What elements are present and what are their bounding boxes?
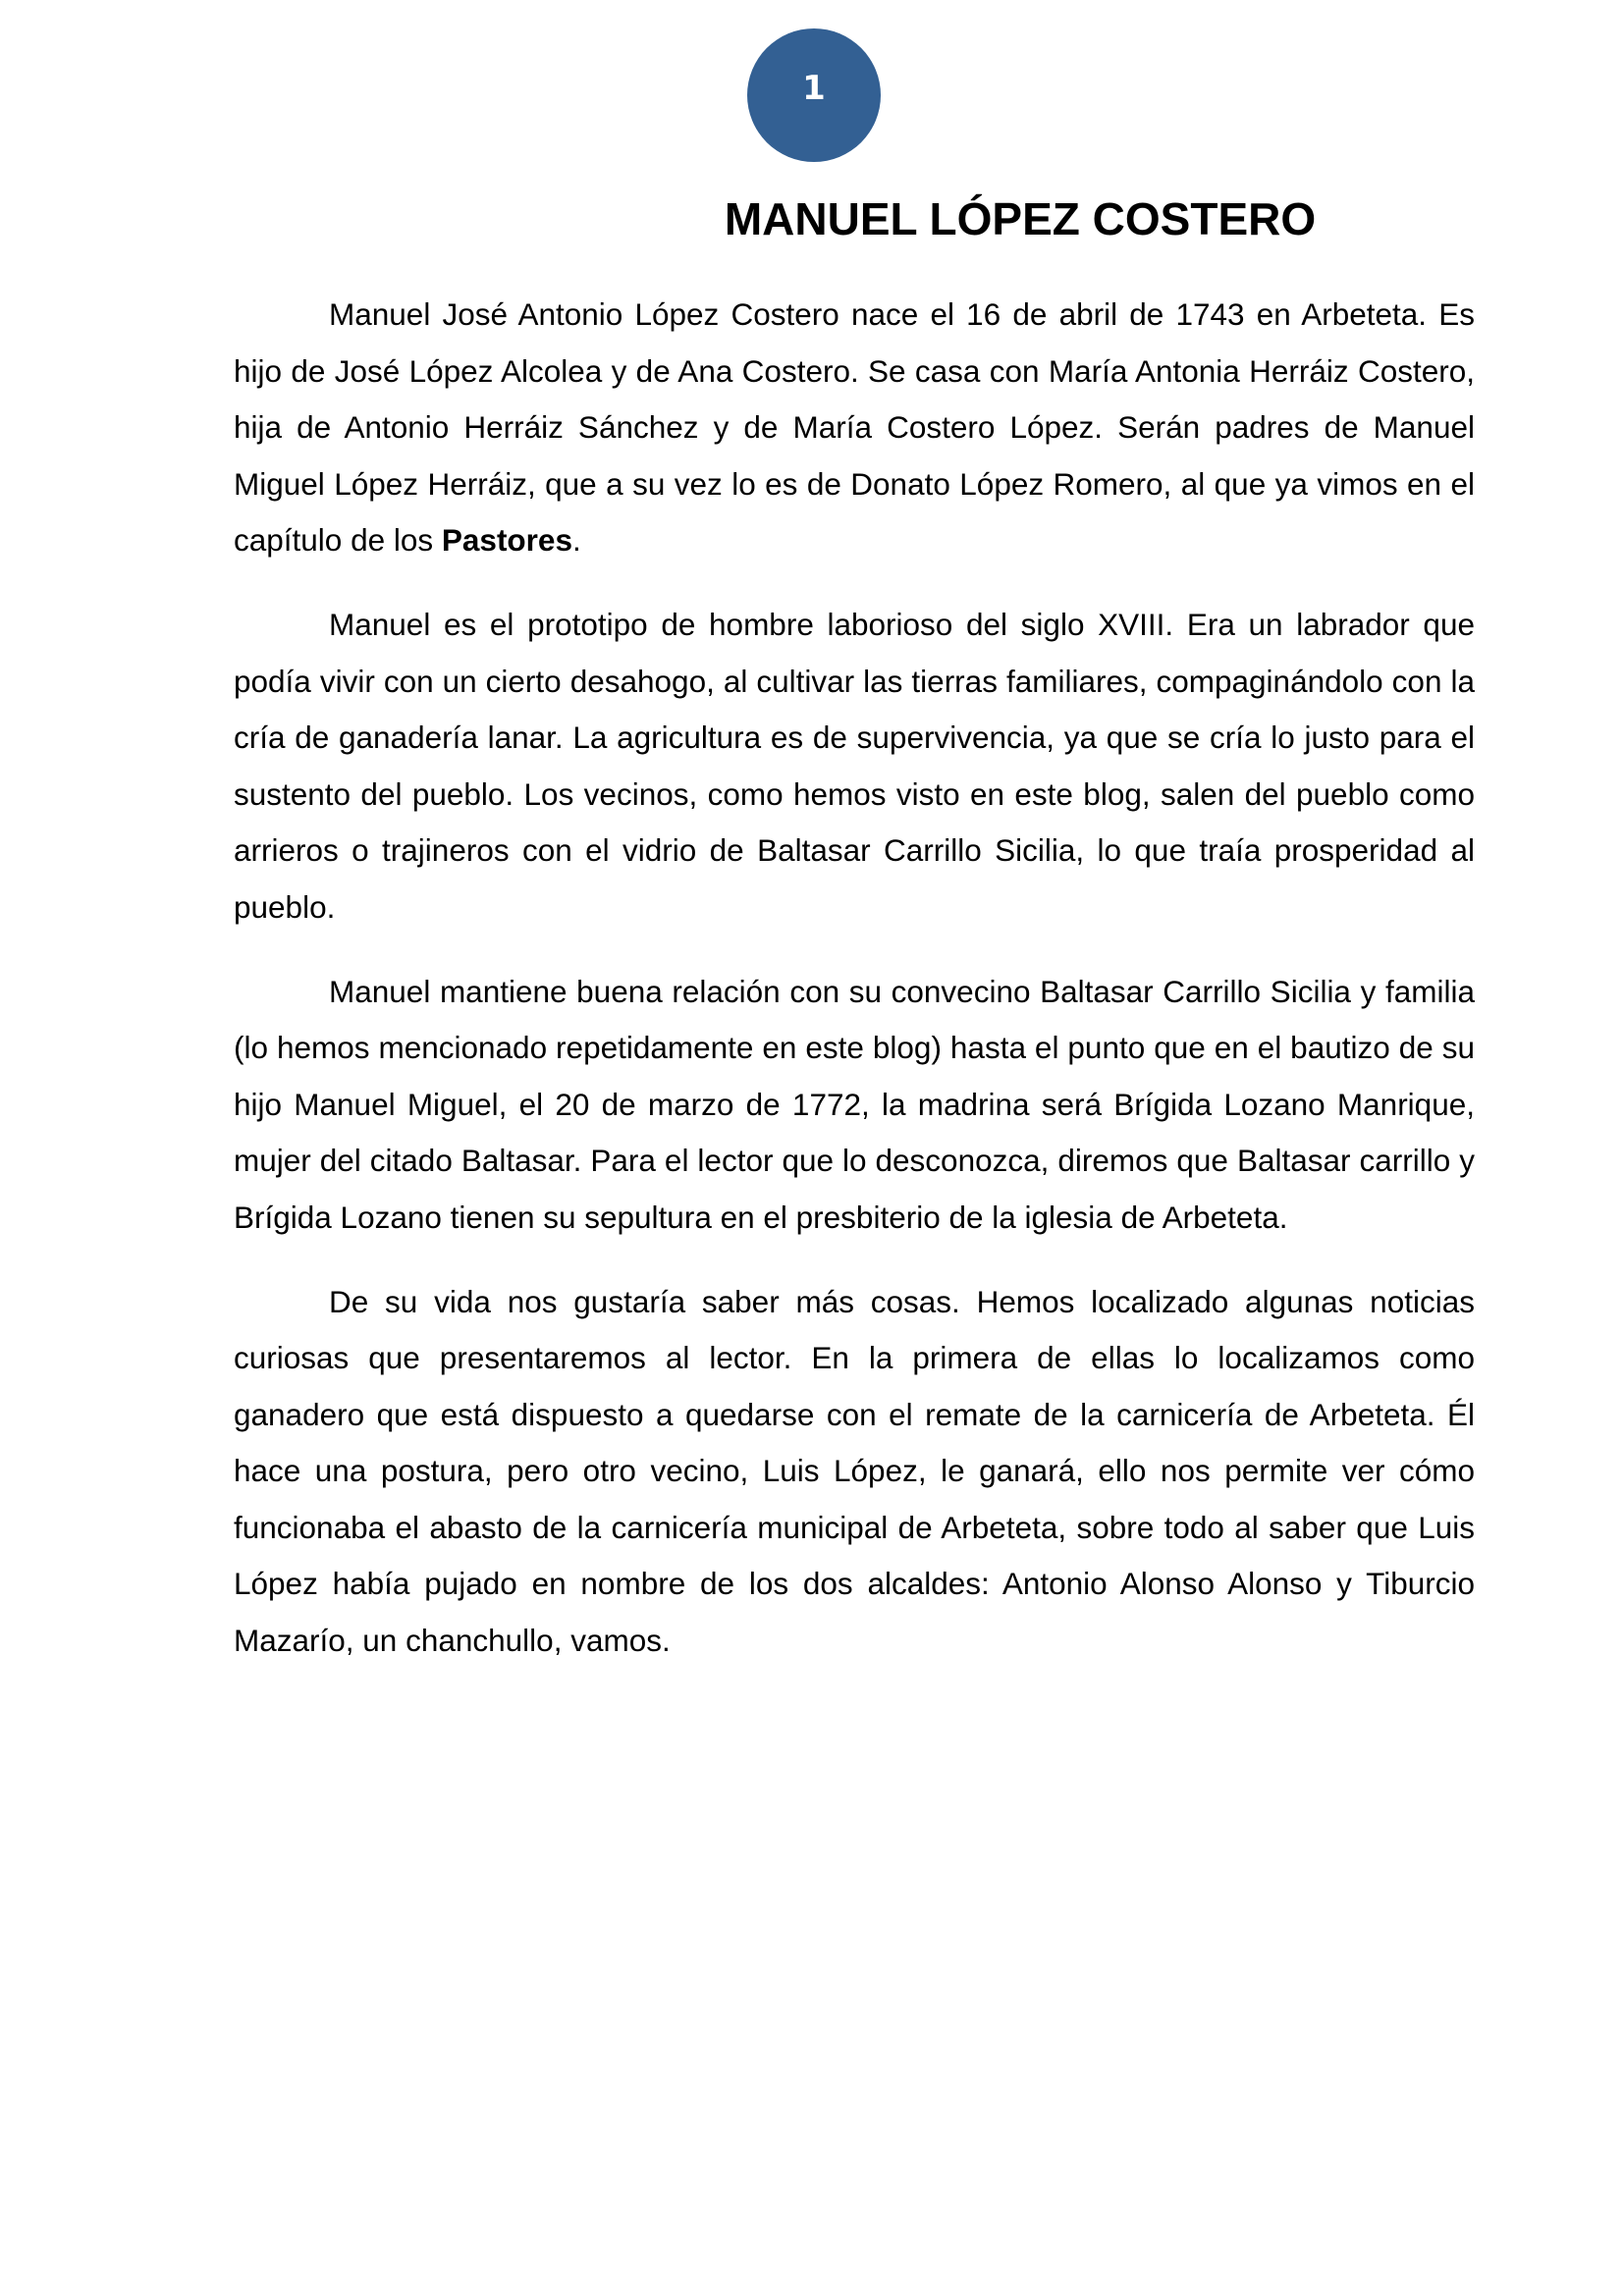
paragraph-4: De su vida nos gustaría saber más cosas. Hemos localizado algunas noticias curiosas que presentaremos al lector. En la primera de ellas lo localizamos como ganadero que está dispuesto a quedarse con el remate de la carnicería de Arbeteta. Él hace una postura, pero otro vecino, Luis López, le ganará, ello nos permite ver cómo funcionaba el abasto de la carnicería municipal de Arbeteta, sobre todo al saber que Luis López había pujado en nombre de los dos alcaldes: Antonio Alonso Alonso y Tiburcio Mazarío, un chanchullo, vamos. xyxy=(234,1283,1475,1659)
page-number-badge xyxy=(747,28,881,162)
pastores-bold-term: Pastores xyxy=(441,522,572,559)
paragraph-1-text: Manuel José Antonio López Costero nace el 16 de abril de 1743 en Arbeteta. Es hijo de José López Alcolea y de Ana Costero. Se casa con María Antonia Herráiz Costero, hija de Antonio Herráiz Sánchez y de María Costero López. Serán padres de Manuel Miguel López Herráiz, que a su vez lo es de Donato López Romero, al que ya vimos en el capítulo de los xyxy=(234,296,1475,559)
paragraph-2: Manuel es el prototipo de hombre laborioso del siglo XVIII. Era un labrador que podía vivir con un cierto desahogo, al cultivar las tierras familiares, compaginándolo con la cría de ganadería lanar. La agricultura es de supervivencia, ya que se cría lo justo para el sustento del pueblo. Los vecinos, como hemos visto en este blog, salen del pueblo como arrieros o trajineros con el vidrio de Baltasar Carrillo Sicilia, lo que traía prosperidad al pueblo. xyxy=(234,606,1475,925)
paragraph-1-end: . xyxy=(571,522,581,559)
page-number: 1 xyxy=(802,69,826,108)
paragraph-3: Manuel mantiene buena relación con su convecino Baltasar Carrillo Sicilia y familia (lo hemos mencionado repetidamente en este blog) hasta el punto que en el bautizo de su hijo Manuel Miguel, el 20 de marzo de 1772, la madrina será Brígida Lozano Manrique, mujer del citado Baltasar. Para el lector que lo desconozca, diremos que Baltasar carrillo y Brígida Lozano tienen su sepultura en el presbiterio de la iglesia de Arbeteta. xyxy=(234,973,1475,1235)
document-title: MANUEL LÓPEZ COSTERO xyxy=(724,193,1317,244)
document-body xyxy=(234,287,1475,1697)
paragraph-1 xyxy=(234,287,1475,569)
